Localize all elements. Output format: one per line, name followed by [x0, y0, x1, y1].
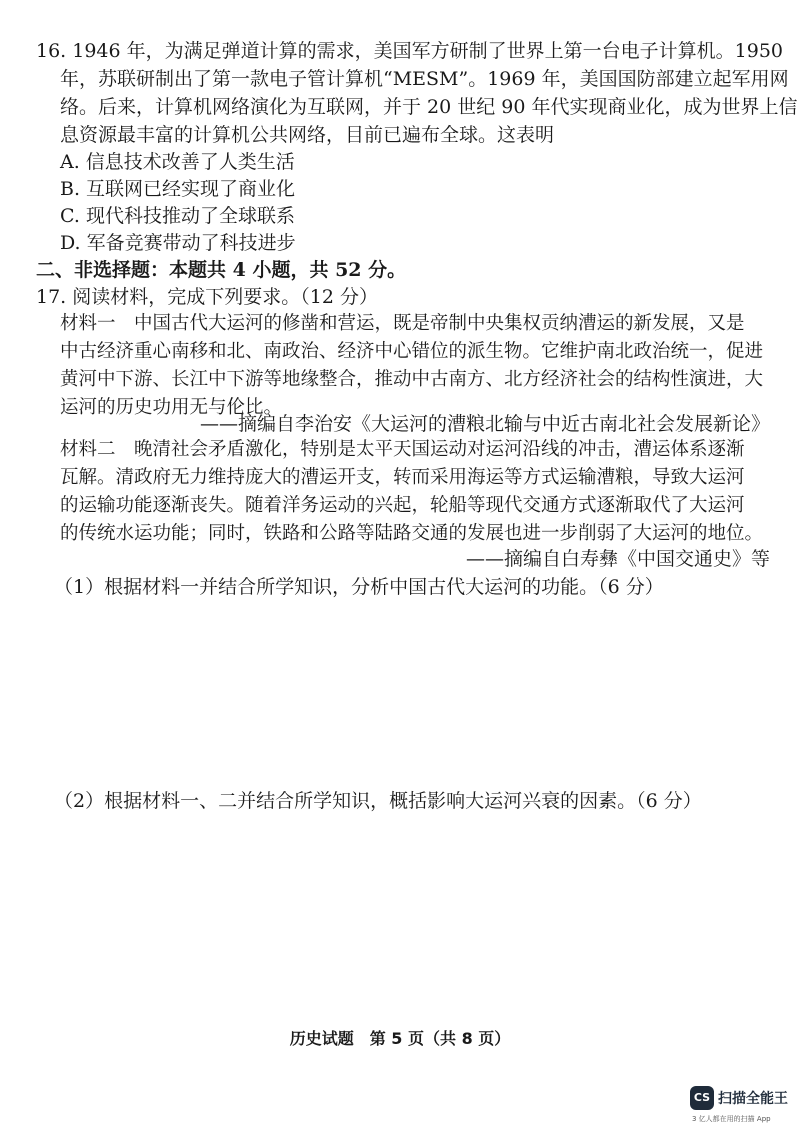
- material2-line-4: 的传统水运功能；同时，铁路和公路等陆路交通的发展也进一步削弱了大运河的地位。: [60, 523, 764, 544]
- scanner-app-name: 扫描全能王: [718, 1091, 788, 1107]
- section2-heading: 二、非选择题：本题共 4 小题，共 52 分。: [36, 259, 407, 281]
- material1-line-3: 黄河中下游、长江中下游等地缘整合，推动中古南方、北方经济社会的结构性演进，大: [60, 369, 764, 390]
- material2-source: ——摘编自白寿彝《中国交通史》等: [465, 548, 770, 570]
- page-footer: 历史试题 第 5 页（共 8 页）: [289, 1029, 511, 1048]
- scanner-tagline: 3 亿人都在用的扫描 App: [692, 1115, 771, 1123]
- q17-sub-2: （2）根据材料一、二并结合所学知识，概括影响大运河兴衰的因素。（6 分）: [54, 790, 702, 812]
- q16-line-4: 息资源最丰富的计算机公共网络，目前已遍布全球。这表明: [60, 124, 555, 146]
- q17-intro: 17. 阅读材料，完成下列要求。（12 分）: [36, 286, 378, 308]
- material1-line-2: 中古经济重心南移和北、南政治、经济中心错位的派生物。它维护南北政治统一，促进: [60, 341, 764, 362]
- material1-line-1: 材料一 中国古代大运河的修凿和营运，既是帝制中央集权贡纳漕运的新发展，又是: [60, 313, 745, 334]
- q16-line-2: 年，苏联研制出了第一款电子管计算机“MESM”。1969 年，美国国防部建立起军用网: [60, 68, 789, 90]
- scanner-watermark: [690, 1086, 794, 1126]
- material2-line-3: 的运输功能逐渐丧失。随着洋务运动的兴起，轮船等现代交通方式逐渐取代了大运河: [60, 495, 745, 516]
- material1-line-4: 运河的历史功用无与伦比。: [60, 397, 283, 418]
- q16-line-1: 16. 1946 年，为满足弹道计算的需求，美国军方研制了世界上第一台电子计算机。1950: [36, 40, 784, 62]
- q16-option-c: C. 现代科技推动了全球联系: [60, 205, 295, 227]
- scanner-logo-icon: CS: [690, 1086, 714, 1110]
- q16-option-a: A. 信息技术改善了人类生活: [60, 151, 295, 173]
- q16-line-3: 络。后来，计算机网络演化为互联网，并于 20 世纪 90 年代实现商业化，成为世界上信: [60, 96, 798, 118]
- q17-sub-1: （1）根据材料一并结合所学知识，分析中国古代大运河的功能。（6 分）: [54, 576, 664, 598]
- q16-option-b: B. 互联网已经实现了商业化: [60, 178, 296, 200]
- material2-line-2: 瓦解。清政府无力维持庞大的漕运开支，转而采用海运等方式运输漕粮，导致大运河: [60, 467, 745, 488]
- material1-source: ——摘编自李治安《大运河的漕粮北输与中近古南北社会发展新论》: [199, 413, 770, 435]
- material2-line-1: 材料二 晚清社会矛盾激化，特别是太平天国运动对运河沿线的冲击，漕运体系逐渐: [60, 439, 745, 460]
- q16-option-d: D. 军备竞赛带动了科技进步: [60, 232, 296, 254]
